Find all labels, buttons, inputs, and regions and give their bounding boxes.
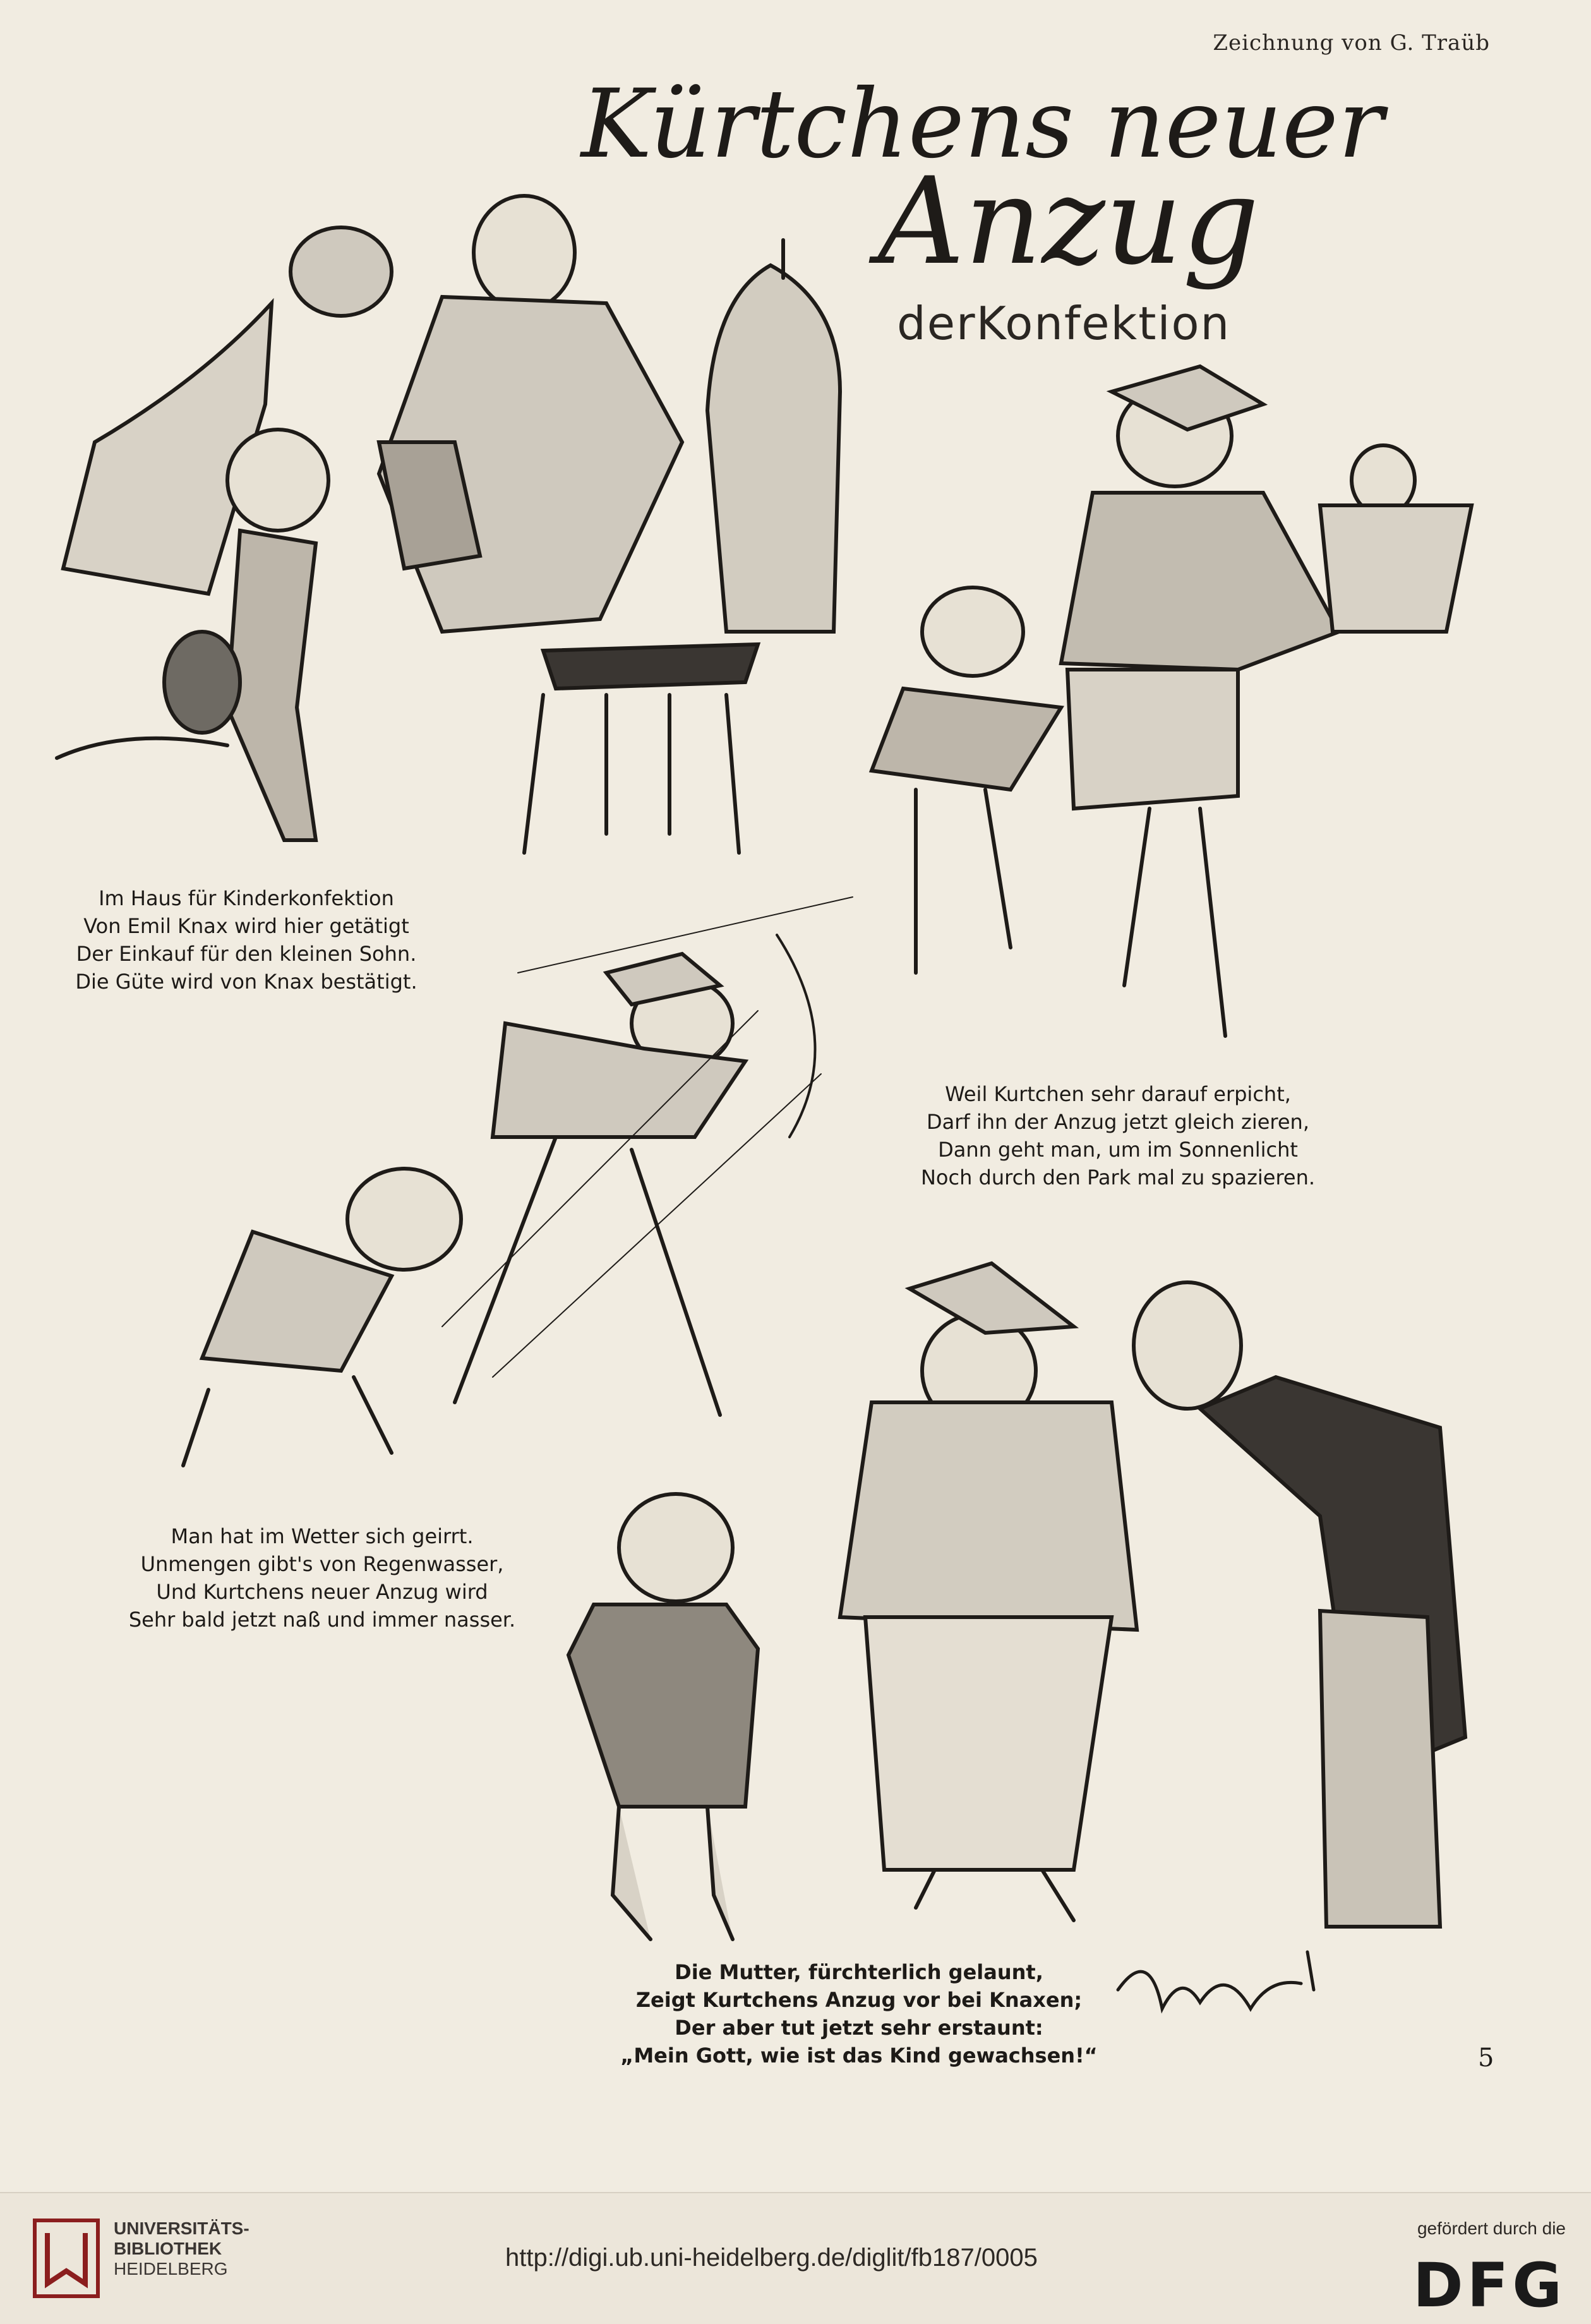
verse-1 xyxy=(57,884,436,996)
library-name-line: UNIVERSITÄTS- xyxy=(114,2219,249,2238)
page-number: 5 xyxy=(1478,2044,1494,2073)
illustrator-credit: Zeichnung von G. Traüb xyxy=(1213,30,1490,56)
verse-line: Der aber tut jetzt sehr erstaunt: xyxy=(675,2016,1043,2040)
library-name-line: HEIDELBERG xyxy=(114,2259,228,2279)
verse-line: „Mein Gott, wie ist das Kind gewachsen!“ xyxy=(620,2044,1098,2068)
store-sign-text: derKonfektion xyxy=(897,297,1231,350)
verse-line: Zeigt Kurtchens Anzug vor bei Knaxen; xyxy=(635,1988,1083,2012)
verse-line: Im Haus für Kinderkonfektion xyxy=(99,886,394,910)
funding-text: gefördert durch die xyxy=(1417,2219,1566,2238)
dfg-logo: DFG xyxy=(1412,2250,1566,2321)
verse-line: Die Güte wird von Knax bestätigt. xyxy=(75,970,417,994)
panel-walk-scene xyxy=(872,366,1472,1036)
artist-signature-mark xyxy=(1118,1952,1314,2009)
verse-3 xyxy=(101,1522,543,1634)
verse-line: Man hat im Wetter sich geirrt. xyxy=(171,1524,474,1548)
digitization-footer xyxy=(0,2192,1591,2324)
verse-line: Und Kurtchens neuer Anzug wird xyxy=(156,1580,488,1604)
digitization-url-link[interactable]: http://digi.ub.uni-heidelberg.de/diglit/fb187/0005 xyxy=(505,2244,1038,2272)
verse-line: Dann geht man, um im Sonnenlicht xyxy=(938,1138,1298,1162)
page-title-line-1: Kürtchens neuer xyxy=(581,69,1384,179)
panel-shop-scene xyxy=(57,196,840,853)
verse-line: Unmengen gibt's von Regenwasser, xyxy=(140,1552,504,1576)
library-name xyxy=(114,2219,249,2279)
verse-line: Noch durch den Park mal zu spazieren. xyxy=(920,1165,1316,1189)
verse-line: Darf ihn der Anzug jetzt gleich zieren, xyxy=(927,1110,1309,1134)
verse-line: Die Mutter, fürchterlich gelaunt, xyxy=(675,1960,1043,1984)
page-title-line-2: Anzug xyxy=(878,152,1259,291)
verse-line: Sehr bald jetzt naß und immer nasser. xyxy=(128,1608,516,1632)
verse-line: Weil Kurtchen sehr darauf erpicht, xyxy=(945,1082,1291,1106)
verse-2 xyxy=(891,1080,1345,1191)
verse-line: Der Einkauf für den kleinen Sohn. xyxy=(76,942,417,966)
library-name-line: BIBLIOTHEK xyxy=(114,2239,222,2258)
university-library-logo-icon xyxy=(32,2217,101,2299)
verse-line: Von Emil Knax wird hier getätigt xyxy=(83,914,409,938)
verse-4 xyxy=(581,1958,1137,2069)
